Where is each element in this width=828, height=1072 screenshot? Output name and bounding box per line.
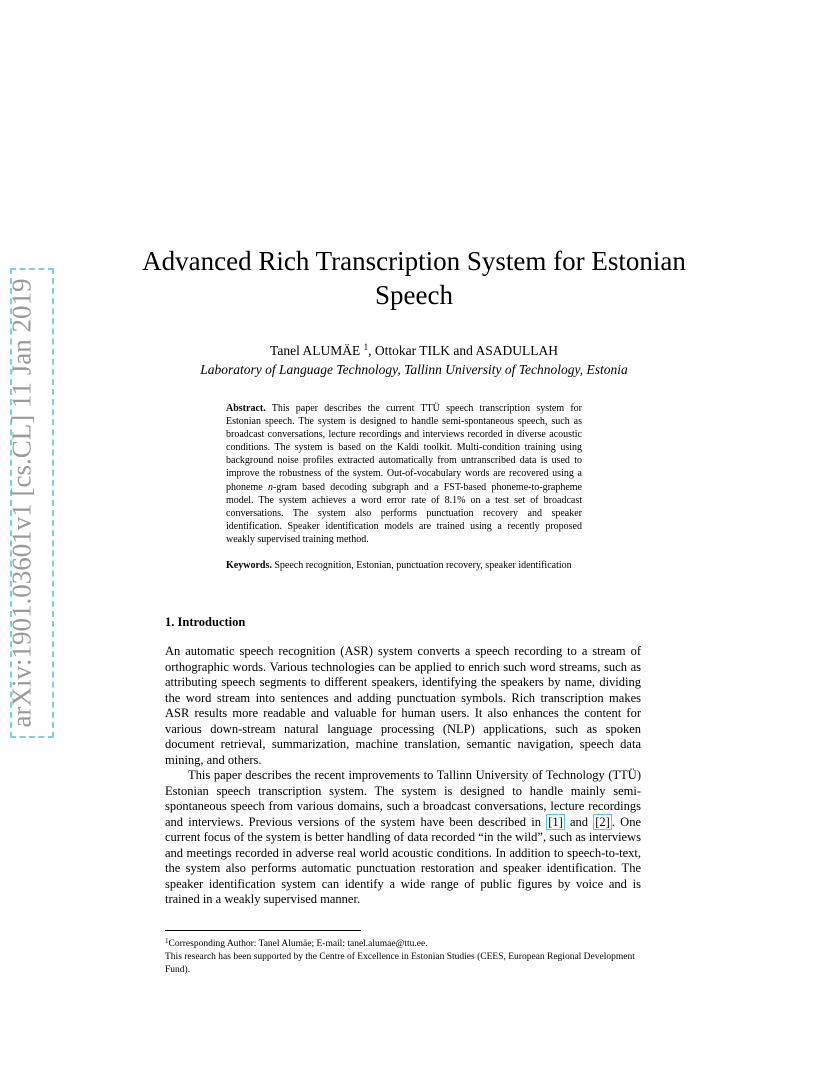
footnote-corresponding-text: Corresponding Author: Tanel Alumäe; E-mail: tanel.alumae@ttu.ee. [168, 939, 428, 949]
paragraph-2 [165, 768, 641, 908]
first-author: Tanel ALUMÄE [270, 343, 364, 358]
keywords-text: Speech recognition, Estonian, punctuation recovery, speaker identification [271, 560, 572, 571]
keywords [226, 560, 606, 571]
footnotes [165, 935, 641, 977]
footnote-corresponding [165, 935, 641, 951]
author-list [100, 342, 728, 359]
footnote-number: 1 [165, 937, 169, 945]
citation-link-2[interactable]: [2] [595, 814, 610, 829]
footnote-rule [165, 930, 361, 931]
footnote-funding: This research has been supported by the Centre of Excellence in Estonian Studies (CEES, European Regional Development Fund). [165, 952, 635, 975]
paper-title: Advanced Rich Transcription System for Estonian Speech [142, 246, 686, 310]
abstract-italic-n: n [267, 481, 273, 493]
paragraph-2-text-a: This paper describes the recent improvements to Tallinn University of Technology (TTÜ) Estonian speech transcription system. The system is designed to handle mainly semi-spontaneous speech from various domains, such a broadcast conversations, lecture recordings and interviews. Previous versions of the system have been described in [165, 768, 641, 829]
citation-link-1[interactable]: [1] [548, 814, 563, 829]
abstract-text-1: This paper describes the current TTÜ speech transcription system for Estonian speech. The system is designed to handle semi-spontaneous speech, such as broadcast conversations, lecture recordings and interviews recorded in diverse acoustic conditions. The system is based on the Kaldi toolkit. Multi-condition training using background noise profiles extracted automatically from untranscribed data is used to improve the robustness of the system. Out-of-vocabulary words are recovered using a phoneme [226, 403, 582, 493]
abstract [226, 402, 582, 546]
other-authors: , Ottokar TILK and ASADULLAH [368, 343, 558, 358]
footnote-mark: 1 [363, 342, 369, 352]
abstract-text-2: -gram based decoding subgraph and a FST-based phoneme-to-grapheme model. The system achieves a word error rate of 8.1% on a test set of broadcast conversations. The system also performs punctuation recovery and speaker identification. Speaker identification models are trained using a recently proposed weakly supervised training method. [226, 481, 582, 545]
keywords-label: Keywords. [226, 560, 272, 571]
body-text [165, 644, 641, 908]
abstract-label: Abstract. [226, 403, 266, 414]
affiliation: Laboratory of Language Technology, Tallinn University of Technology, Estonia [200, 362, 628, 377]
paragraph-2-text-b: and [564, 814, 594, 829]
paragraph-2-text-c: . One current focus of the system is better handling of data recorded “in the wild”, such as interviews and meetings recorded in adverse real world acoustic conditions. In addition to speech-to-text, the system also performs automatic punctuation restoration and speaker identification. The speaker identification system can identify a wide range of public figures by voice and is trained in a weakly supervised manner. [165, 814, 642, 906]
section-heading: 1. Introduction [165, 615, 246, 629]
arxiv-identifier[interactable]: arXiv:1901.03601v1 [cs.CL] 11 Jan 2019 [6, 278, 37, 728]
paragraph-1: An automatic speech recognition (ASR) system converts a speech recording to a stream of orthographic words. Various technologies can be applied to enrich such word streams, such as attributing speech segments to different speakers, identifying the speakers by name, dividing the word stream into sentences and adding punctuation symbols. Rich transcription makes ASR results more readable and valuable for human users. It also enhances the content for various down-stream natural language processing (NLP) applications, such as spoken document retrieval, summarization, machine translation, semantic navigation, speech data mining, and others. [165, 644, 641, 767]
